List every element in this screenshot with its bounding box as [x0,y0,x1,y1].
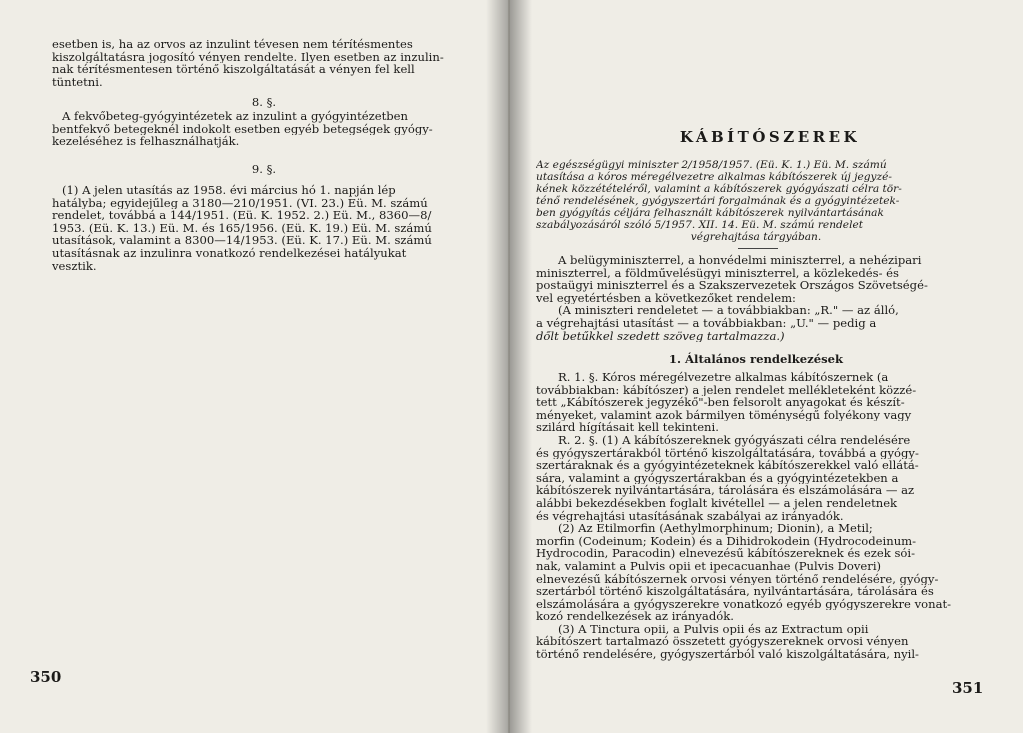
text-line: szertáraknak és a gyógyintézeteknek kábítószerekkel való ellátá- [536,459,919,472]
text-line: nak, valamint a Pulvis opii et ipecacuanhae (Pulvis Doveri) [536,559,882,573]
text-line: szabályozásáról szóló 5/1957. XII. 14. Eü. M. számú rendelet [536,219,863,231]
text-line: végrehajtása tárgyában. [690,231,822,243]
text-line: szilárd hígításait kell tekinteni. [536,421,719,434]
text-line: utasítások, valamint a 8300—14/1953. (Eü. K. 17.) Eü. M. számú [52,234,432,247]
book-gutter [486,0,532,733]
text-line: esetben is, ha az orvos az inzulint tévesen nem térítésmentes [52,38,413,51]
chapter-title: KÁBÍTÓSZEREK [679,128,861,146]
text-line: bentfekvő betegeknél indokolt esetben egyéb betegségek gyógy- [52,122,433,136]
text-line: kábítószert tartalmazó összetett gyógyszereknek orvosi vényen [536,635,909,649]
text-line: utasítása a kóros méregélvezetre alkalmas kábítószerek új jegyzé- [536,171,892,183]
divider [738,248,778,249]
left-paragraph-top [52,38,476,88]
text-line: vel egyetértésben a következőket rendelem: [536,291,796,305]
section-9-paragraph [52,184,476,272]
page-number-right: 351 [952,679,984,697]
text-line: alábbi bekezdésekben foglalt kivétellel — a jelen rendeletnek [536,496,898,510]
text-line: kozó rendelkezések az irányadók. [536,610,734,623]
text-line: sára, valamint a gyógyszertárakban és a gyógyintézetekben a [536,471,899,485]
text-line: továbbiakban: kábítószer) a jelen rendelet mellékleteként közzé- [536,383,917,397]
text-line: dőlt betűkkel szedett szöveg tartalmazza.) [536,329,785,343]
text-line: nak térítésmentesen történő kiszolgáltatását a vényen fel kell [52,63,415,76]
section-heading: 1. Általános rendelkezések [668,352,844,366]
text-line: (A miniszteri rendeletet — a továbbiakban: „R." — az álló, [558,304,899,317]
text-line: kábítószerek nyilvántartására, tárolására és elszámolására — az [536,484,915,497]
text-line: hatályba; egyidejűleg a 3180—210/1951. (VI. 23.) Eü. M. számú [52,196,428,210]
text-line: A fekvőbeteg-gyógyintézetek az inzulint a gyógyintézetben [62,110,409,123]
text-line: kének közzétételéről, valamint a kábítószerek gyógyászati célra tör- [536,183,902,195]
page-number-left: 350 [30,668,62,686]
text-line: szertárból történő kiszolgáltatására, nyilvántartására, tárolására és [536,585,934,598]
text-line: A belügyminiszterrel, a honvédelmi miniszterrel, a nehézipari [558,254,922,267]
text-line: ténő rendelésének, gyógyszertári forgalmának és a gyógyintézetek- [536,195,900,207]
text-line: utasításnak az inzulinra vonatkozó rendelkezései hatályukat [52,246,407,260]
text-line: kezeléséhez is felhasználhatják. [52,135,240,148]
text-line: 1953. (Eü. K. 13.) Eü. M. és 165/1956. (Eü. K. 19.) Eü. M. számú [52,221,432,235]
body-text [536,371,976,661]
section-8-paragraph [52,110,476,148]
text-line: elszámolására a gyógyszerekre vonatkozó egyéb gyógyszerekre vonat- [536,597,952,611]
text-line: elnevezésű kábítószernek orvosi vényen történő rendelésére, gyógy- [536,572,939,586]
text-line: ményeket, valamint azok bármilyen töménységű folyékony vagy [536,408,912,422]
text-line: vesztik. [52,259,97,273]
text-line: (1) A jelen utasítás az 1958. évi március hó 1. napján lép [62,184,396,197]
text-line: tett „Kábítószerek jegyzékő"-ben felsorolt anyagokat és készít- [536,396,905,409]
text-line: ben gyógyítás céljára felhasznált kábítószerek nyilvántartásának [536,207,884,219]
text-line: kiszolgáltatásra jogosító vényen rendelte. Ilyen esetben az inzulin- [52,50,444,64]
section-9-heading: 9. §. [251,162,277,176]
text-line: rendelet, továbbá a 144/1951. (Eü. K. 1952. 2.) Eü. M., 8360—8/ [52,209,432,222]
text-line: R. 1. §. Kóros méregélvezetre alkalmas kábítószernek (a [558,371,889,384]
text-line: tüntetni. [52,75,103,89]
text-line: morfin (Codeinum; Kodein) és a Dihidrokodein (Hydrocodeinum- [536,534,917,548]
text-line: postaügyi miniszterrel és a Szakszervezetek Országos Szövetségé- [536,279,928,292]
text-line: történő rendelésére, gyógyszertárból való kiszolgáltatására, nyil- [536,648,919,661]
text-line: a végrehajtási utasítást — a továbbiakban: „U." — pedig a [536,316,877,330]
text-line: R. 2. §. (1) A kábítószereknek gyógyászati célra rendelésére [558,433,911,447]
preamble [536,159,976,243]
text-line: (3) A Tinctura opii, a Pulvis opii és az Extractum opii [558,622,869,636]
text-line: és gyógyszertárakból történő kiszolgáltatására, továbbá a gyógy- [536,446,919,460]
text-line: miniszterrel, a földművelésügyi miniszterrel, a közlekedés- és [536,266,899,280]
text-line: (2) Az Etilmorfin (Aethylmorphinum; Dionin), a Metil; [558,522,873,535]
text-line: Hydrocodin, Paracodin) elnevezésű kábítószereknek és ezek sói- [536,547,916,560]
text-line: Az egészségügyi miniszter 2/1958/1957. (Eü. K. 1.) Eü. M. számú [536,159,887,171]
intro-paragraph [536,254,976,342]
section-8-heading: 8. §. [251,95,277,109]
text-line: és végrehajtási utasításának szabályai az irányadók. [536,509,844,523]
